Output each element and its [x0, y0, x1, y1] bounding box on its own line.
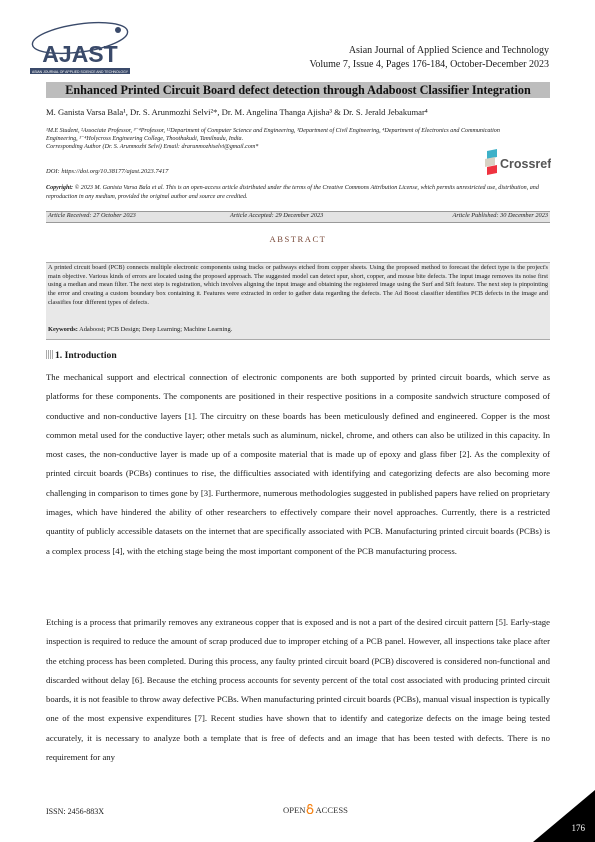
- section-icon: [46, 350, 53, 359]
- crossref-label: Crossref: [500, 157, 551, 171]
- copyright-notice: [46, 184, 550, 201]
- section-title: 1. Introduction: [55, 350, 117, 361]
- affiliations: [46, 127, 521, 151]
- section-heading: [46, 350, 117, 361]
- journal-info: [309, 44, 549, 72]
- author-list: M. Ganista Varsa Bala¹, Dr. S. Arunmozhi Selvi²*, Dr. M. Angelina Thanga Ajisha³ & Dr. S. Jerald Jebakumar⁴: [46, 107, 428, 117]
- journal-logo: [18, 18, 143, 80]
- page-corner: [533, 790, 595, 842]
- abstract-heading: ABSTRACT: [269, 234, 327, 244]
- paragraph-2: Etching is a process that primarily removes any extraneous copper that is exposed and is not a part of the desired circuit pattern [5]. Early-stage inspection is required to reduce the amount of scrap produced due to improper etching of a PCB panel. However, all inspections take place after the etching process has been completed. During this process, any faulty printed circuit board (PCB) discovered is considered non-functional and discarded without delay [6]. Because the etching process accounts for seventy percent of the total cost associated with producing printed circuit boards, it is not feasible to throw away defective PCBs. When manufacturing printed circuit boards (PCBs), manual visual inspection is typically one of the most expensive expenditures [7]. Recent studies have shown that to identify and categorize defects on the image being tested accurately, it is necessary to analyze both a template that is free of defects and an image that has been tested with defects. There is no requirement for any: [46, 617, 550, 763]
- doi-link[interactable]: DOI: https://doi.org/10.38177/ajast.2023.7417: [46, 168, 169, 175]
- journal-name: Asian Journal of Applied Science and Technology: [348, 45, 549, 56]
- open-access-badge: [283, 804, 348, 815]
- date-accepted: Article Accepted: 29 December 2023: [230, 212, 324, 219]
- open-lock-icon: [306, 804, 314, 814]
- abstract-text: A printed circuit board (PCB) connects multiple electronic components using tracks or pathways etched from copper sheets. Using the proposed method to forecast the defect type is the project's main objective. Various kinds of errors are located using the proposed approach. The suggested model can detect spur, short, copper, and mouse bite defects. The input image removes its noise first using a median and mean filter. The next step is registration, which involves aligning the input image and obtaining the registered image using the Surf and Sift feature. The next step is pinpointing the error and creating a custom boundary box containing it. Features were extracted in order to gather data regarding the defects. The Ad Boost classifier identifies PCB defects in the image and classifies four different types of defects.: [48, 264, 548, 306]
- copyright-text: © 2023 M. Ganista Varsa Bala et al. This is an open-access article distributed under the terms of the Creative Commons Attribution License, which permits unrestricted use, distribution, and reproduction in any medium, provided the original author and source are credited.: [46, 185, 539, 200]
- logo-text: AJAST: [42, 41, 118, 67]
- crossref-logo[interactable]: [481, 147, 551, 177]
- issn: ISSN: 2456-883X: [46, 807, 105, 816]
- keywords: [48, 326, 548, 333]
- keywords-text: Adaboost; PCB Design; Deep Learning; Machine Learning.: [77, 326, 233, 333]
- date-published: Article Published: 30 December 2023: [452, 212, 548, 219]
- article-dates: [46, 211, 550, 221]
- open-access-access: ACCESS: [315, 805, 348, 815]
- journal-volume: Volume 7, Issue 4, Pages 176-184, October-December 2023: [309, 59, 549, 70]
- open-access-open: OPEN: [283, 805, 306, 815]
- affiliation-text: ¹M.E Student, ²Associate Professor, ³⁻⁴Professor, ¹²Department of Computer Science and Engineering, ³Department of Civil Engineering, ⁴Department of Electronics and Communication Engineering, ¹⁻⁴Holycross Engineering College, Thoothukudi, Tamilnadu, India.: [46, 128, 500, 142]
- paragraph-1: The mechanical support and electrical connection of electronic components are both supported by printed circuit boards, which serve as platforms for these components. The components are positioned in their respective positions in a composite sandwich structure composed of conductive and non-conductive layers [1]. The circuitry on these boards has been meticulously defined and engineered. Copper is the most common metal used for the conductive layer; other metals such as aluminum, nickel, chrome, and others can also be utilized in this capacity. In most cases, the non-conductive layer is made up of a composite material that is made up of epoxy and glass fiber [2]. As the complexity of printed circuit boards (PCBs) continues to rise, the difficulties associated with identifying and categorizing defects are also becoming more challenging in comparison to times gone by [3]. Furthermore, numerous methodologies suggested in published papers have relied on proprietary images, which have hindered the ability of other researchers to effectively compare their novel approaches. Currently, there is a restricted quantity of publicly accessible datasets on the internet that are specifically associated with PCB. Manufacturing printed circuit boards (PCBs) is a complex process [4], with the etching stage being the most important component of the PCB manufacturing process.: [46, 372, 550, 556]
- corresponding-author: Corresponding Author (Dr. S. Arunmozhi Selvi) Email: drarunmozhiselvi@gmail.com*: [46, 144, 259, 150]
- logo-subtitle: ASIAN JOURNAL OF APPLIED SCIENCE AND TECHNOLOGY: [31, 70, 129, 74]
- page-number: 176: [571, 823, 585, 833]
- date-received: Article Received: 27 October 2023: [48, 212, 136, 219]
- keywords-label: Keywords:: [48, 326, 78, 333]
- copyright-label: Copyright:: [46, 185, 74, 191]
- paper-title: Enhanced Printed Circuit Board defect detection through Adaboost Classifier Integration: [65, 83, 531, 97]
